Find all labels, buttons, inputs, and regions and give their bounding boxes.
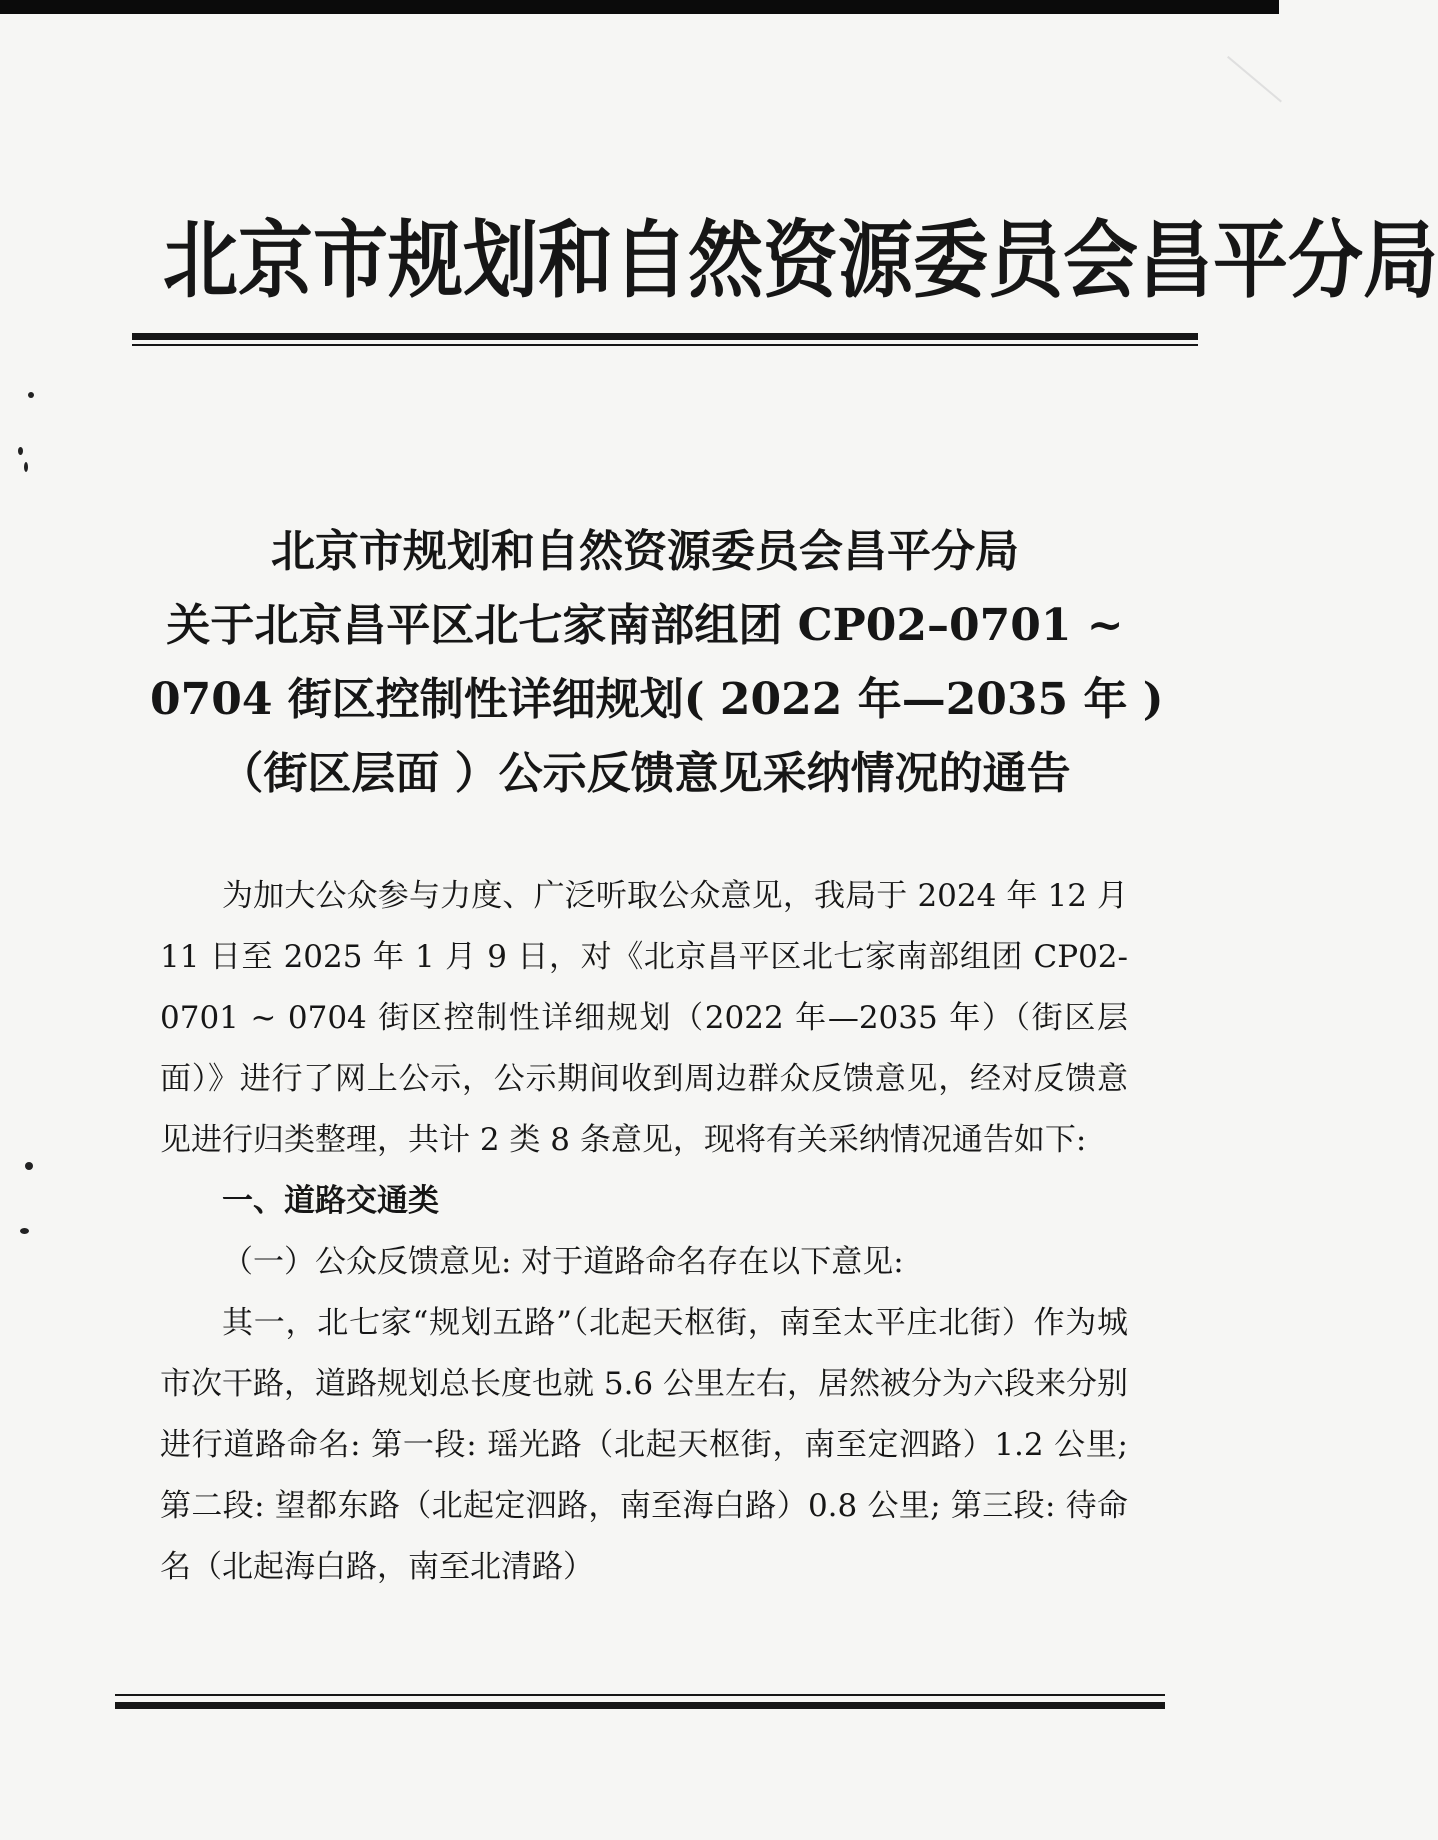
letterhead-rule-thick <box>132 333 1198 340</box>
letterhead-org-name: 北京市规划和自然资源委员会昌平分局 <box>163 211 1438 310</box>
scan-speck <box>28 392 34 398</box>
notice-title-line: 北京市规划和自然资源委员会昌平分局 <box>271 526 1019 577</box>
notice-body <box>160 866 1128 1598</box>
scan-top-edge <box>0 0 1279 14</box>
feedback-point-paragraph: 其一，北七家“规划五路”（北起天枢街，南至太平庄北街）作为城市次干路，道路规划总长度也就 5.6 公里左右，居然被分为六段来分别进行道路命名: 第一段: 瑶光路（北起天枢街，南至定泗路）1.2 公里; 第二段: 望都东路（北起定泗路，南至海白路）0.8 公里; 第三段: 待命名（北起海白路，南至北清路） <box>160 1305 1129 1585</box>
scan-scratch-mark <box>1182 56 1282 156</box>
subsection-heading: （一）公众反馈意见: 对于道路命名存在以下意见: <box>222 1244 904 1280</box>
section-heading: 一、道路交通类 <box>222 1183 439 1219</box>
notice-title <box>150 515 1164 811</box>
footer-rule-thin <box>115 1694 1165 1696</box>
scan-speck <box>25 1162 33 1170</box>
letterhead-rule-thin <box>132 344 1198 346</box>
notice-title-line: 关于北京昌平区北七家南部组团 CP02–0701 ~ <box>166 600 1124 651</box>
scan-speck <box>18 447 23 455</box>
scan-speck <box>24 462 28 472</box>
notice-title-line: （街区层面 ）公示反馈意见采纳情况的通告 <box>219 748 1071 799</box>
footer-rule-thick <box>115 1702 1165 1709</box>
notice-title-line: 0704 街区控制性详细规划( 2022 年—2035 年 ) <box>150 674 1164 725</box>
intro-paragraph: 为加大公众参与力度、广泛听取公众意见，我局于 2024 年 12 月 11 日至 2025 年 1 月 9 日，对《北京昌平区北七家南部组团 CP02-0701 ~ 0704 街区控制性详细规划（2022 年—2035 年）（街区层面）》进行了网上公示，公示期间收到周边群众反馈意见，经对反馈意见进行归类整理，共计 2 类 8 条意见，现将有关采纳情况通告如下: <box>160 878 1128 1158</box>
scan-speck <box>20 1228 29 1234</box>
